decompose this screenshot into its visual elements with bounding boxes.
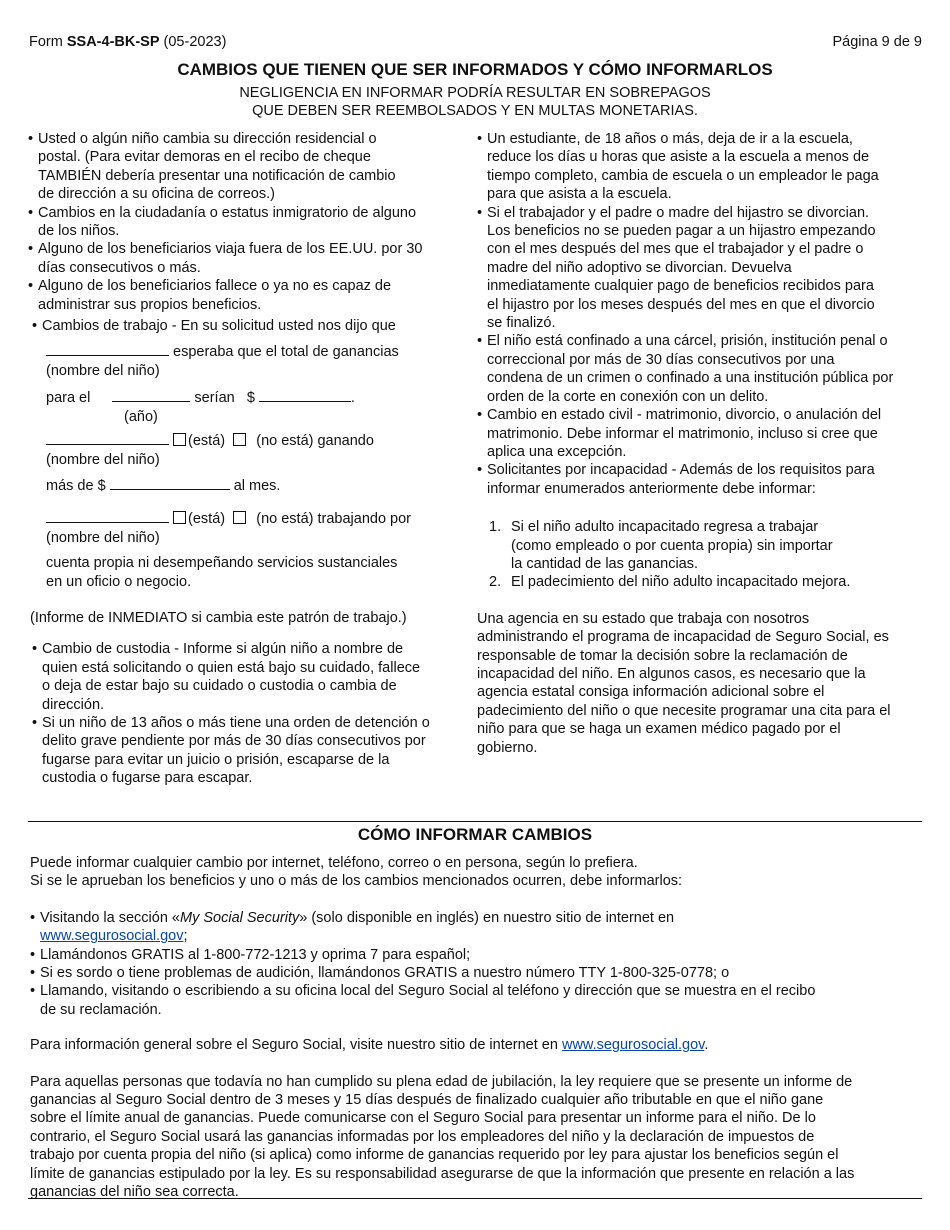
text-line: TAMBIÉN debería presentar una notificación de cambio <box>38 167 396 184</box>
text-span: » (solo disponible en inglés) en nuestro sitio de internet en <box>299 909 675 926</box>
child-name-label: (nombre del niño) <box>46 451 160 468</box>
text-line: custodia o fugarse para escapar. <box>42 770 253 787</box>
bullet: • <box>477 333 483 350</box>
text-line: madre del niño adoptivo se divorcian. Devuelva <box>487 259 792 276</box>
page-title: CAMBIOS QUE TIENEN QUE SER INFORMADOS Y CÓMO INFORMARLOS <box>177 60 773 79</box>
text-line: el hijastro por los meses después del mes en que el divorcio <box>487 296 875 313</box>
is-checkbox[interactable] <box>173 433 186 446</box>
state-agency-paragraph <box>477 610 925 757</box>
bullet: • <box>477 204 483 221</box>
text-line: incapacidad del niño. En algunos casos, es necesario que la <box>477 665 866 682</box>
form-prefix: Form <box>29 34 67 50</box>
text-line: administrando el programa de incapacidad de Seguro Social, es <box>477 629 889 646</box>
text-line: ganancias al Seguro Social dentro de 3 meses y 15 días después de finalizado cualquier año tributable en que el niño gane <box>30 1092 824 1109</box>
text-line: postal. (Para evitar demoras en el recibo de cheque <box>38 149 371 166</box>
form-row <box>46 508 460 528</box>
text-line: para que asista a la escuela. <box>487 186 672 203</box>
text-line: Una agencia en su estado que trabaja con nosotros <box>477 610 810 627</box>
child-name-blank[interactable] <box>46 508 169 523</box>
list-item <box>30 964 925 982</box>
child-name-label: (nombre del niño) <box>46 529 160 546</box>
text-line: Si el niño adulto incapacitado regresa a trabajar <box>511 519 819 536</box>
text-span: . <box>704 1037 709 1054</box>
form-id: SSA-4-BK-SP <box>66 34 160 50</box>
numbered-item <box>489 518 925 573</box>
text-line: más de $ <box>46 477 106 494</box>
text-line: (no está) trabajando por <box>256 511 411 528</box>
text-line: Alguno de los beneficiarios viaja fuera de los EE.UU. por 30 <box>38 241 423 258</box>
text-line: Cambios en la ciudadanía o estatus inmigratorio de alguno <box>38 204 417 221</box>
list-item <box>477 332 925 406</box>
text-line: aplica una excepción. <box>487 443 627 460</box>
text-span: Visitando la sección « <box>40 909 180 926</box>
text-line: cuenta propia ni desempeñando servicios sustanciales <box>46 555 398 572</box>
item-number: 1. <box>489 519 502 536</box>
list-item <box>477 204 925 333</box>
form-row <box>46 475 460 495</box>
page-number: Página 9 de 9 <box>832 34 922 50</box>
text-line: Si el trabajador y el padre o madre del hijastro se divorcian. <box>487 204 870 221</box>
child-name-label: (nombre del niño) <box>46 362 160 379</box>
item-number: 2. <box>489 574 502 591</box>
text-line: reduce los días u horas que asiste a la escuela a menos de <box>487 149 870 166</box>
my-social-security-text: My Social Security <box>180 909 300 926</box>
text-line: (como empleado o por cuenta propia) sin importar <box>511 537 833 554</box>
text-span: ; <box>183 928 188 945</box>
bullet: • <box>28 278 34 295</box>
is-not-checkbox[interactable] <box>233 433 246 446</box>
list-item <box>28 640 460 714</box>
text-line: Alguno de los beneficiarios fallece o ya no es capaz de <box>38 278 392 295</box>
text-line: quien está solicitando o quien está bajo su cuidado, fallece <box>42 659 421 676</box>
text-line <box>40 927 925 945</box>
text-line: Llamándonos GRATIS al 1-800-772-1213 y oprima 7 para español; <box>40 946 471 963</box>
text-line: niño para que se haga un examen médico pagado por el <box>477 721 841 738</box>
is-not-checkbox[interactable] <box>233 511 246 524</box>
text-line: orden de la corte en conexión con un delito. <box>487 388 769 405</box>
bullet: • <box>30 909 36 926</box>
bullet: • <box>30 965 36 982</box>
how-to-report-section <box>30 854 925 1202</box>
text-line: Un estudiante, de 18 años o más, deja de ir a la escuela, <box>487 131 853 147</box>
form-date: (05-2023) <box>159 34 227 50</box>
is-checkbox[interactable] <box>173 511 186 524</box>
text-line: inmediatamente cualquier pago de beneficios recibidos para <box>487 278 874 295</box>
form-row <box>46 430 460 450</box>
text-line: El niño está confinado a una cárcel, prisión, institución penal o <box>487 333 888 350</box>
segurosocial-link[interactable]: www.segurosocial.gov <box>561 1037 705 1054</box>
text-line: en un oficio o negocio. <box>46 573 192 590</box>
subtitle-line: QUE DEBEN SER REEMBOLSADOS Y EN MULTAS MONETARIAS. <box>252 103 698 119</box>
child-name-blank[interactable] <box>46 430 169 445</box>
page-subtitle <box>0 84 950 120</box>
text-line: trabajo por cuenta propia del niño (si aplica) como informe de ganancias requerido por ley para ajustar los beneficios según el <box>30 1147 839 1164</box>
text-line: Puede informar cualquier cambio por internet, teléfono, correo o en persona, según lo prefiera. <box>30 855 638 871</box>
bullet: • <box>30 946 36 963</box>
form-identifier <box>29 33 226 51</box>
text-line: Si es sordo o tiene problemas de audición, llamándonos GRATIS a nuestro número TTY 1-800-325-0778; o <box>40 965 730 982</box>
numbered-item <box>489 573 925 591</box>
left-column <box>28 130 460 788</box>
text-line: la cantidad de las ganancias. <box>511 555 699 572</box>
segurosocial-link[interactable]: www.segurosocial.gov <box>40 928 184 945</box>
text-line: Si un niño de 13 años o más tiene una orden de detención o <box>42 714 430 731</box>
bullet: • <box>32 318 38 335</box>
bullet: • <box>32 641 38 658</box>
text-line: Cambio en estado civil - matrimonio, divorcio, o anulación del <box>487 407 882 424</box>
form-row <box>46 341 460 361</box>
list-item <box>28 204 460 241</box>
right-column <box>477 130 925 757</box>
text-line: agencia estatal consiga información adicional sobre el <box>477 684 825 701</box>
text-line: para el <box>46 390 91 407</box>
text-line: matrimonio. Debe informar el matrimonio, incluso si cree que <box>487 425 878 442</box>
text-line: al mes. <box>233 477 281 494</box>
text-line: Llamando, visitando o escribiendo a su oficina local del Seguro Social al teléfono y dirección que se muestra en el recibo <box>40 983 816 1000</box>
text-line: de dirección a su oficina de correos.) <box>38 186 275 203</box>
year-label: (año) <box>124 408 158 425</box>
bullet: • <box>477 407 483 424</box>
text-line: responsable de tomar la decisión sobre la reclamación de <box>477 647 848 664</box>
list-item <box>30 946 925 964</box>
amount-blank[interactable] <box>259 387 351 402</box>
bottom-divider <box>28 1198 922 1199</box>
text-line: o deja de estar bajo su cuidado o custodia o cambia de <box>42 678 397 695</box>
text-line: correccional por más de 30 días consecutivos por una <box>487 351 835 368</box>
bullet: • <box>28 241 34 258</box>
earnings-report-paragraph <box>30 1073 925 1202</box>
text-line: tiempo completo, cambia de escuela o un empleador le paga <box>487 167 879 184</box>
subtitle-line: NEGLIGENCIA EN INFORMAR PODRÍA RESULTAR EN SOBREPAGOS <box>239 85 711 101</box>
text-line: de su reclamación. <box>40 1001 162 1018</box>
list-item <box>28 317 460 335</box>
bullet: • <box>30 983 36 1000</box>
text-line: Los beneficios no se pueden pagar a un hijastro empezando <box>487 223 876 240</box>
child-name-blank[interactable] <box>46 341 169 356</box>
text-span: Para información general sobre el Seguro Social, visite nuestro sitio de internet en <box>30 1037 562 1054</box>
text-line: esperaba que el total de ganancias <box>173 344 399 361</box>
list-item <box>477 406 925 461</box>
list-item <box>477 130 925 204</box>
general-info <box>30 1036 925 1054</box>
text-line: de los niños. <box>38 223 120 240</box>
text-line: Si se le aprueban los beneficios y uno o más de los cambios mencionados ocurren, debe informarlos: <box>30 873 683 890</box>
dollar-sign: $ <box>246 390 255 407</box>
text-line: gobierno. <box>477 739 538 756</box>
numbered-list <box>477 518 925 592</box>
section-divider <box>28 821 922 822</box>
text-line: Solicitantes por incapacidad - Además de los requisitos para <box>487 462 875 479</box>
text-line: Cambios de trabajo - En su solicitud usted nos dijo que <box>42 318 396 335</box>
list-item <box>28 240 460 277</box>
text-line: serían <box>194 390 235 407</box>
bullet: • <box>477 131 483 147</box>
text-line: Para aquellas personas que todavía no han cumplido su plena edad de jubilación, la ley requiere que se presente un informe de <box>30 1073 853 1090</box>
work-change-form <box>28 341 460 590</box>
list-item <box>28 130 460 204</box>
bullet: • <box>477 462 483 479</box>
text-line: administrar sus propios beneficios. <box>38 296 262 313</box>
text-line: se finalizó. <box>487 315 556 332</box>
text-line: días consecutivos o más. <box>38 259 201 276</box>
text-line: ganancias del niño sea correcta. <box>30 1184 239 1201</box>
list-item <box>477 461 925 498</box>
text-line: dirección. <box>42 696 105 713</box>
text-line: fugarse para evitar un juicio o prisión, escaparse de la <box>42 751 390 768</box>
section-title: CÓMO INFORMAR CAMBIOS <box>357 825 593 844</box>
text-line: con el mes después del mes que el trabajador y el padre o <box>487 241 864 258</box>
year-blank[interactable] <box>112 387 190 402</box>
bullet: • <box>32 714 38 731</box>
text-line: (está) <box>188 433 226 450</box>
text-line: (no está) ganando <box>256 433 374 450</box>
text-line: sobre el límite anual de ganancias. Puede comunicarse con el Seguro Social para presentar un informe para el niño. De lo <box>30 1110 816 1127</box>
text-line <box>40 909 925 927</box>
form-row: para el serían $ . <box>46 387 460 407</box>
text-line: Cambio de custodia - Informe si algún niño a nombre de <box>42 641 404 658</box>
text-line: El padecimiento del niño adulto incapacitado mejora. <box>511 574 851 591</box>
text-line: contrario, el Seguro Social usará las ganancias informadas por los empleadores del niño y la declaración de impuestos de <box>30 1128 815 1145</box>
text-line: condena de un crimen o confinado a una institución pública por <box>487 370 894 387</box>
bullet: • <box>28 204 34 221</box>
text-line: padecimiento del niño o que necesite programar una cita para el <box>477 702 891 719</box>
list-item <box>30 982 925 1019</box>
text-line: (está) <box>188 511 226 528</box>
list-item <box>28 714 460 788</box>
bullet: • <box>28 131 34 147</box>
list-item <box>30 909 925 946</box>
text-line: límite de ganancias estipulado por la ley. Es su responsabilidad asegurarse de que la información que presente en relación a las <box>30 1165 855 1182</box>
list-item <box>28 277 460 314</box>
immediate-note: (Informe de INMEDIATO si cambia este patrón de trabajo.) <box>30 609 407 626</box>
text-line: delito grave pendiente por más de 30 días consecutivos por <box>42 733 426 750</box>
text-line: informar enumerados anteriormente debe informar: <box>487 480 816 497</box>
monthly-amount-blank[interactable] <box>110 475 230 490</box>
text-line: Usted o algún niño cambia su dirección residencial o <box>38 131 377 147</box>
